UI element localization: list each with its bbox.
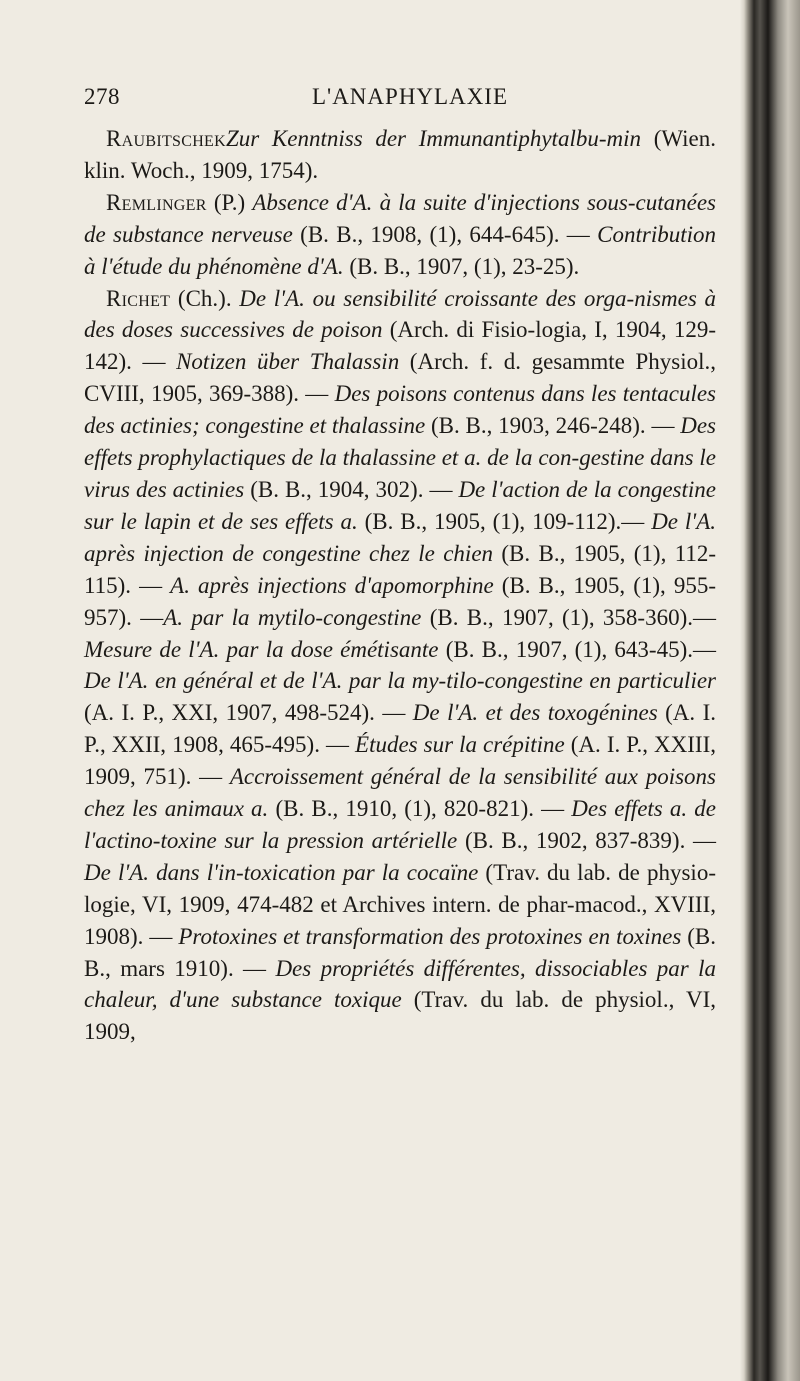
bibliography-entry [84, 123, 716, 187]
running-title: L'ANAPHYLAXIE [312, 84, 509, 109]
entry-title: A. après injections d'apomorphine [170, 572, 494, 598]
entry-author: Richet [106, 285, 171, 311]
entry-title: Accroissement général de la sensibilité aux poisons chez les animaux a. [84, 764, 716, 822]
entry-citation: (B. B., 1905, (1), 109-112).— [357, 508, 652, 534]
entry-title: De l'A. dans l'in-toxication par la cocaïne [84, 859, 479, 885]
bibliography-entry [84, 187, 716, 283]
entry-title: Des effets a. de l'actino-toxine sur la pression artérielle [84, 796, 716, 853]
entry-citation: (Trav. du lab. de physio-logie, VI, 1909, 474-482 et Archives intern. de phar-macod., XVIII, 1908). — [84, 859, 716, 949]
binding-edge [740, 0, 800, 1381]
entry-title: Contribution à l'étude du phénomène d'A. [84, 221, 716, 279]
running-head [84, 84, 716, 120]
entry-citation: (B. B., 1907, (1), 643-45).— [438, 636, 716, 662]
page-content [84, 84, 716, 1048]
entry-citation: (A. I. P., XXII, 1908, 465-495). — [84, 700, 716, 758]
page-number: 278 [84, 84, 120, 109]
entry-citation: (Ch.). [170, 285, 240, 311]
entry-author: Remlinger [106, 189, 207, 215]
entry-title: Des effets prophylactiques de la thalassine et a. de la con-gestine dans le virus des actinies [84, 413, 716, 502]
entry-citation: (B. B., 1908, (1), 644-645). — [292, 221, 598, 247]
entry-citation: (B. B., 1904, 302). — [244, 476, 459, 502]
entry-title: De l'A. et des toxogénines [412, 700, 658, 726]
entry-title: Des poisons contenus dans les tentacules des actinies; congestine et thalassine [84, 381, 716, 439]
entry-title: Des propriétés différentes, dissociables par la chaleur, d'une substance toxique [84, 955, 716, 1013]
entry-title: Zur Kenntniss der Immunantiphytalbu-min [225, 126, 641, 151]
entry-title: Mesure de l'A. par la dose émétisante [84, 636, 439, 662]
entry-title: De l'A. ou sensibilité croissante des orga-nismes à des doses successives de poison [84, 285, 716, 343]
entry-title: De l'A. en général et de l'A. par la my-tilo-congestine en particulier [84, 668, 716, 694]
entry-title: Études sur la crépitine [355, 732, 565, 758]
entry-citation: (B. B., 1903, 246-248). — [425, 413, 681, 439]
bibliography-entries [84, 123, 716, 1048]
entry-title: Notizen über Thalassin [176, 349, 400, 375]
entry-title: A. par la mytilo-congestine [163, 604, 422, 630]
entry-citation: (Arch. di Fisio-logia, I, 1904, 129-142). — [84, 317, 716, 375]
entry-author: Raubitschek [106, 126, 226, 151]
entry-title: Protoxines et transformation des protoxines en toxines [178, 923, 682, 949]
entry-citation: (B. B., 1910, (1), 820-821). — [268, 796, 572, 822]
entry-citation: (P.) [206, 189, 253, 215]
entry-citation: (Wien. klin. Woch., 1909, 1754). [84, 126, 716, 183]
entry-title: De l'action de la congestine sur le lapin et de ses effets a. [84, 476, 716, 534]
entry-citation: (B. B., mars 1910). — [84, 923, 716, 981]
entry-citation: (Trav. du lab. de physiol., VI, 1909, [84, 987, 716, 1045]
entry-citation: (A. I. P., XXIII, 1909, 751). — [84, 732, 716, 790]
entry-citation: (B. B., 1905, (1), 112-115). — [84, 540, 716, 598]
bibliography-entry [84, 283, 716, 1049]
entry-citation: (Arch. f. d. gesammte Physiol., CVIII, 1905, 369-388). — [84, 349, 716, 407]
entry-citation: (B. B., 1907, (1), 358-360).— [421, 604, 716, 630]
entry-citation: (B. B., 1905, (1), 955-957). — [84, 572, 716, 630]
entry-citation: (B. B., 1902, 837-839). — [457, 827, 716, 853]
entry-title: De l'A. après injection de congestine chez le chien [84, 508, 717, 566]
entry-citation: (B. B., 1907, (1), 23-25). [343, 253, 580, 279]
entry-citation: (A. I. P., XXI, 1907, 498-524). — [84, 700, 413, 726]
entry-title: Absence d'A. à la suite d'injections sous-cutanées de substance nerveuse [84, 189, 716, 247]
